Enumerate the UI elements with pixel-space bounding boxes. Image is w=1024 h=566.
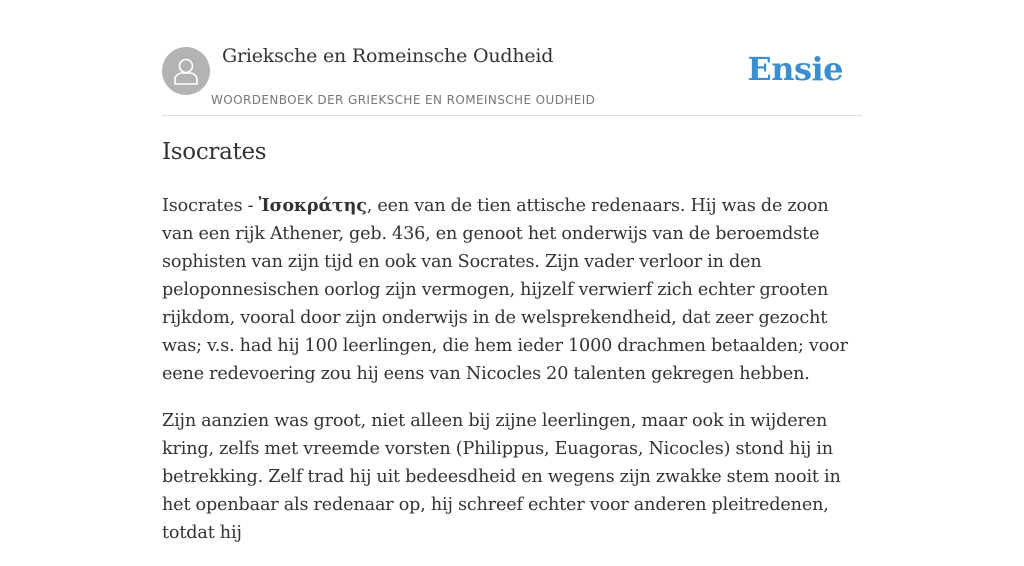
entry-body — [162, 192, 862, 566]
entry-paragraph-1 — [162, 192, 862, 388]
entry-title: Isocrates — [162, 139, 267, 165]
entry-paragraph-1-text: , een van de tien attische redenaars. Hij was de zoon van een rijk Athener, geb. 436, en genoot het onderwijs van de beroemdste sophisten van zijn tijd en ook van Socrates. Zijn vader verloor in den peloponnesischen oorlog zijn vermogen, hijzelf verwierf zich echter grooten rijkdom, vooral door zijn onderwijs in de welsprekendheid, dat zeer gezocht was; v.s. had hij 100 leerlingen, die hem ieder 1000 drachmen betaalden; voor eene redevoering zou hij eens van Nicocles 20 talenten gekregen hebben. — [162, 196, 848, 384]
page — [162, 0, 862, 543]
brand-logo[interactable]: Ensie — [747, 50, 843, 88]
user-icon — [172, 56, 200, 86]
avatar[interactable] — [162, 47, 210, 95]
header — [162, 0, 862, 116]
entry-lead: Isocrates - — [162, 196, 259, 216]
entry-paragraph-2: Zijn aanzien was groot, niet alleen bij zijne leerlingen, maar ook in wijderen kring, zelfs met vreemde vorsten (Philippus, Euagoras, Nicocles) stond hij in betrekking. Zelf trad hij uit bedeesdheid en wegens zijn zwakke stem nooit in het openbaar als redenaar op, hij schreef echter voor anderen pleitredenen, totdat hij — [162, 411, 841, 543]
source-title[interactable]: Grieksche en Romeinsche Oudheid — [222, 45, 554, 67]
source-subtitle: WOORDENBOEK DER GRIEKSCHE EN ROMEINSCHE OUDHEID — [211, 93, 596, 107]
greek-name: Ἰσοκράτης — [258, 195, 367, 216]
